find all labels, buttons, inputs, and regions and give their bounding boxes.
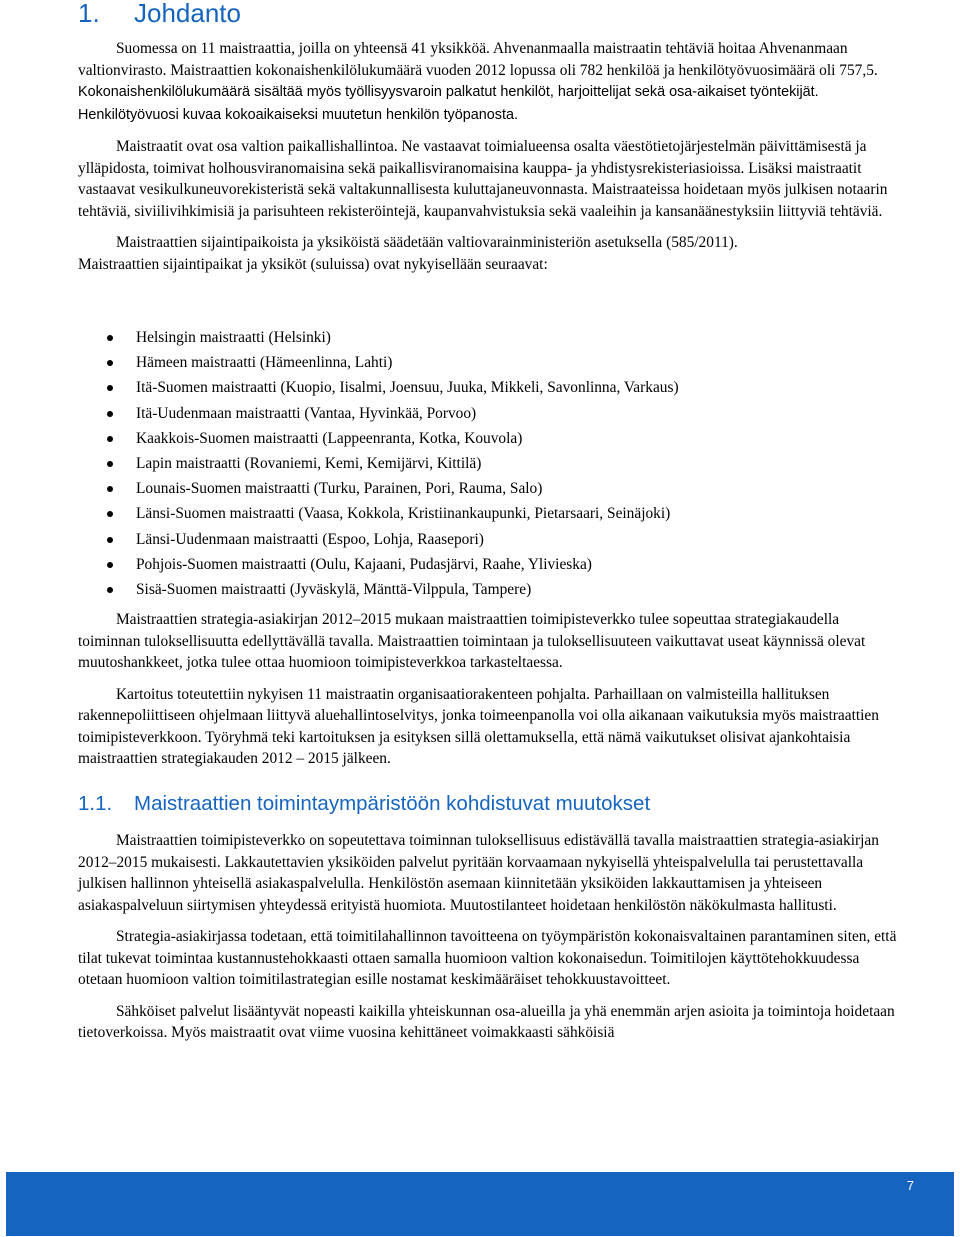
chapter-title: Johdanto — [134, 0, 241, 28]
paragraph-survey: Kartoitus toteutettiin nykyisen 11 maistraatin organisaatiorakenteen pohjalta. Parhaillaan on valmisteilla hallituksen rakennepoliittiseen ohjelmaan liittyvä aluehallintoselvitys, jonka toimeenpanolla voi olla aikanaan vaikutuksia myös maistraattien toimipisteverkkoon. Työryhmä teki kartoituksen ja esityksen sillä olettamuksella, että nämä vaikutukset olisivat ajankohtaisia maistraattien strategiakauden 2012 – 2015 jälkeen. — [78, 685, 879, 767]
list-item: Kaakkois-Suomen maistraatti (Lappeenranta, Kotka, Kouvola) — [78, 426, 679, 451]
list-item: Pohjois-Suomen maistraatti (Oulu, Kajaani, Pudasjärvi, Raahe, Ylivieska) — [78, 552, 679, 577]
list-item: Itä-Suomen maistraatti (Kuopio, Iisalmi, Joensuu, Juuka, Mikkeli, Savonlinna, Varkaus) — [78, 375, 679, 400]
list-item: Lapin maistraatti (Rovaniemi, Kemi, Kemijärvi, Kittilä) — [78, 451, 679, 476]
paragraph-list-intro: Maistraattien sijaintipaikat ja yksiköt (suluissa) ovat nykyisellään seuraavat: — [78, 255, 548, 273]
page-footer — [6, 1172, 954, 1236]
after-list-section — [78, 609, 904, 770]
paragraph-duties-lead: Maistraatit ovat osa valtion paikallishallintoa. — [116, 138, 398, 155]
list-item: Itä-Uudenmaan maistraatti (Vantaa, Hyvinkää, Porvoo) — [78, 401, 679, 426]
paragraph-strategy: Maistraattien strategia-asiakirjan 2012–2015 mukaan maistraattien toimipisteverkko tulee sopeuttaa strategiakaudella toiminnan tuloksellisuutta edellyttävällä tavalla. Maistraattien toimintaan ja tuloksellisuuteen vaikuttavat useat käynnissä olevat muutoshankkeet, jotka tulee ottaa huomioon toimipisteverkkoa tarkasteltaessa. — [78, 611, 866, 671]
paragraph-network: Maistraattien toimipisteverkko on sopeutettava toiminnan tuloksellisuus edistävällä tavalla maistraattien strategia-asiakirjan 2012–2015 mukaisesti. Lakkautettavien yksiköiden palvelut pyritään korvaamaan nykyisellä yhteispalvelulla tai perustettavalla julkisen hallinnon yhteisellä asiakaspalvelulla. Henkilöstön asemaan kiinnitetään yksiköiden lakkauttamisen ja yhteiseen asiakaspalveluun siirtymisen yhteydessä erityistä huomiota. Muutostilanteet hoidetaan henkilöstön näkökulmasta hallitusti. — [78, 832, 879, 914]
page-number: 7 — [906, 1178, 914, 1193]
list-item: Helsingin maistraatti (Helsinki) — [78, 325, 679, 350]
list-item: Lounais-Suomen maistraatti (Turku, Parainen, Pori, Rauma, Salo) — [78, 476, 679, 501]
paragraph-staff-note: Kokonaishenkilölukumäärä sisältää myös työllisyysvaroin palkatut henkilöt, harjoittelijat sekä osa-aikaiset työntekijät. — [78, 84, 819, 100]
paragraph-staff-text: Suomessa on 11 maistraattia, joilla on yhteensä 41 yksikköä. Ahvenanmaalla maistraatin tehtäviä hoitaa Ahvenanmaan valtionvirasto. Maistraattien kokonaishenkilölukumäärä vuoden 2012 lopussa oli 782 henkilöä ja henkilötyövuosimäärä oli 757,5. — [78, 40, 878, 79]
paragraph-facilities: Strategia-asiakirjassa todetaan, että toimitilahallinnon tavoitteena on työympäristön kokonaisvaltainen parantaminen siten, että tilat tukevat toimintaa kustannustehokkaasti ottaen samalla huomioon valtion kokonaisedun. Toimitilojen käyttötehokkuudessa otetaan huomioon valtion toimitilastrategian esille nostamat keskimääräiset tehokkuustavoitteet. — [78, 928, 897, 988]
section-title: Maistraattien toimintaympäristöön kohdistuvat muutokset — [134, 792, 651, 815]
list-item: Sisä-Suomen maistraatti (Jyväskylä, Mänttä-Vilppula, Tampere) — [78, 577, 679, 602]
paragraph-staff — [78, 38, 904, 126]
paragraph-decree: Maistraattien sijaintipaikoista ja yksiköistä säädetään valtiovarainministeriön asetuksella (585/2011). — [116, 234, 738, 251]
section-body — [78, 830, 904, 1044]
intro-section — [78, 38, 904, 275]
paragraph-duties — [78, 136, 904, 222]
chapter-heading — [78, 0, 241, 29]
section-heading — [78, 792, 650, 816]
list-item: Länsi-Uudenmaan maistraatti (Espoo, Lohja, Raasepori) — [78, 527, 679, 552]
section-number: 1.1. — [78, 792, 113, 815]
paragraph-duties-text: Ne vastaavat toimialueensa osalta väestötietojärjestelmän päivittämisestä ja ylläpidosta, toimivat holhousviranomaisina sekä paikallisviranomaisina kauppa- ja yhdistysrekisteriasioissa. Lisäksi maistraatit vastaavat vesikulkuneuvorekisteristä sekä valtakunnallisesta kuluttajaneuvonnasta. Maistraateissa hoidetaan myös julkisen notaarin tehtäviä, siviilivihkimisiä ja parisuhteen rekisteröintejä, kaupanvahvistuksia sekä vaaleihin ja kansanäänestyksiin liittyviä tehtäviä. — [78, 138, 888, 220]
chapter-number: 1. — [78, 0, 100, 28]
list-item: Länsi-Suomen maistraatti (Vaasa, Kokkola, Kristiinankaupunki, Pietarsaari, Seinäjoki) — [78, 501, 679, 526]
maistraatti-list — [78, 325, 679, 602]
paragraph-staff-definition: Henkilötyövuosi kuvaa kokoaikaiseksi muutetun henkilön työpanosta. — [78, 106, 518, 123]
paragraph-electronic: Sähköiset palvelut lisääntyvät nopeasti kaikilla yhteiskunnan osa-alueilla ja yhä enemmän arjen asioita ja toimintoja hoidetaan tietoverkoissa. Myös maistraatit ovat viime vuosina kehittäneet voimakkaasti sähköisiä — [78, 1002, 895, 1041]
list-item: Hämeen maistraatti (Hämeenlinna, Lahti) — [78, 350, 679, 375]
